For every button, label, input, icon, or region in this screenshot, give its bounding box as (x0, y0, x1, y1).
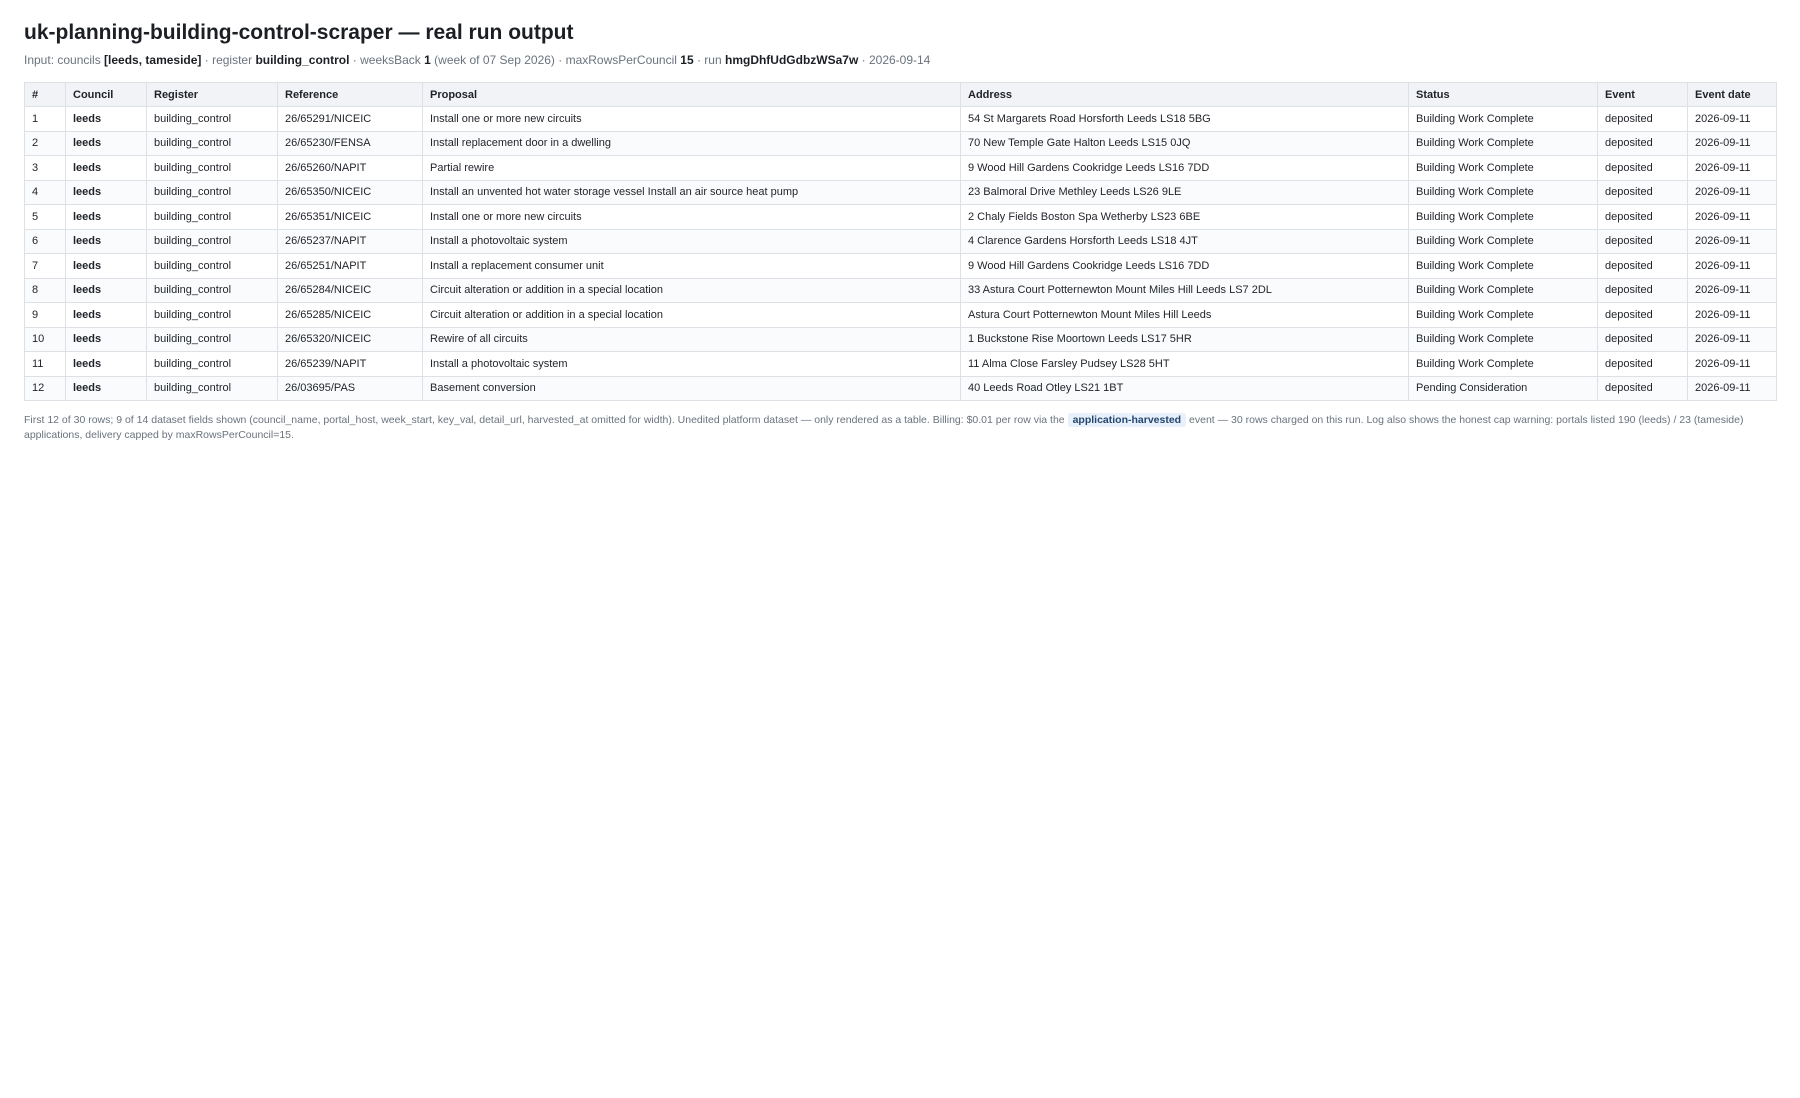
cell-address: 2 Chaly Fields Boston Spa Wetherby LS23 6BE (961, 205, 1409, 230)
run-prefix: · run (693, 53, 725, 67)
cell-event: deposited (1598, 156, 1688, 181)
table-row (25, 229, 1777, 254)
cell-row-number: 2 (25, 131, 66, 156)
table-row (25, 352, 1777, 377)
cell-event-date: 2026-09-11 (1688, 180, 1777, 205)
cell-register: building_control (147, 376, 278, 401)
cell-proposal: Circuit alteration or addition in a special location (423, 303, 961, 328)
page-title: uk-planning-building-control-scraper — real run output (24, 21, 574, 44)
cell-status: Building Work Complete (1409, 303, 1598, 328)
footnote (24, 413, 1776, 443)
cell-proposal: Circuit alteration or addition in a special location (423, 278, 961, 303)
column-header-row-number: # (25, 83, 66, 107)
cell-register: building_control (147, 107, 278, 132)
cell-proposal: Partial rewire (423, 156, 961, 181)
table-row (25, 180, 1777, 205)
cell-status: Building Work Complete (1409, 205, 1598, 230)
table-row (25, 205, 1777, 230)
table-row (25, 107, 1777, 132)
cell-status: Building Work Complete (1409, 229, 1598, 254)
cell-address: 23 Balmoral Drive Methley Leeds LS26 9LE (961, 180, 1409, 205)
cell-event: deposited (1598, 278, 1688, 303)
cell-status: Building Work Complete (1409, 327, 1598, 352)
cell-row-number: 6 (25, 229, 66, 254)
cell-event: deposited (1598, 327, 1688, 352)
cell-row-number: 10 (25, 327, 66, 352)
event-badge: application-harvested (1068, 413, 1187, 427)
cell-row-number: 5 (25, 205, 66, 230)
cell-council: leeds (66, 303, 147, 328)
table-row (25, 131, 1777, 156)
column-header-council: Council (66, 83, 147, 107)
cell-event: deposited (1598, 229, 1688, 254)
table-row (25, 376, 1777, 401)
cell-event-date: 2026-09-11 (1688, 303, 1777, 328)
table-row (25, 254, 1777, 279)
cell-proposal: Rewire of all circuits (423, 327, 961, 352)
cell-reference: 26/65260/NAPIT (278, 156, 423, 181)
cell-register: building_control (147, 156, 278, 181)
run-date: · 2026-09-14 (858, 53, 931, 67)
cell-status: Pending Consideration (1409, 376, 1598, 401)
cell-register: building_control (147, 278, 278, 303)
cell-council: leeds (66, 229, 147, 254)
column-header-address: Address (961, 83, 1409, 107)
cell-reference: 26/65230/FENSA (278, 131, 423, 156)
footnote-text-end: event — 30 rows charged on this run. Log also shows the honest cap warning: portals listed 190 (leeds) / 23 (tameside) applications, delivery capped by maxRowsPerCouncil=15. (24, 414, 1744, 441)
cell-proposal: Install one or more new circuits (423, 205, 961, 230)
table-row (25, 278, 1777, 303)
cell-status: Building Work Complete (1409, 352, 1598, 377)
councils-value: [leeds, tameside] (104, 53, 202, 67)
cell-council: leeds (66, 205, 147, 230)
footnote-text: First 12 of 30 rows; 9 of 14 dataset fields shown (council_name, portal_host, week_start, key_val, detail_url, harvested_at omitted for width). Unedited platform dataset — only rendered as a table. Billing: $0.01 per row via the (24, 414, 1068, 426)
cell-row-number: 8 (25, 278, 66, 303)
cell-row-number: 1 (25, 107, 66, 132)
cell-address: 70 New Temple Gate Halton Leeds LS15 0JQ (961, 131, 1409, 156)
cell-status: Building Work Complete (1409, 254, 1598, 279)
results-table (24, 82, 1777, 401)
column-header-event-date: Event date (1688, 83, 1777, 107)
cell-register: building_control (147, 254, 278, 279)
cell-event-date: 2026-09-11 (1688, 327, 1777, 352)
cell-status: Building Work Complete (1409, 107, 1598, 132)
page (0, 0, 1800, 443)
cell-register: building_control (147, 205, 278, 230)
cell-address: Astura Court Potternewton Mount Miles Hill Leeds (961, 303, 1409, 328)
cell-row-number: 7 (25, 254, 66, 279)
max-rows-value: 15 (680, 53, 694, 67)
cell-event: deposited (1598, 180, 1688, 205)
cell-proposal: Install a photovoltaic system (423, 229, 961, 254)
cell-event-date: 2026-09-11 (1688, 156, 1777, 181)
cell-register: building_control (147, 352, 278, 377)
table-body (25, 107, 1777, 401)
cell-event: deposited (1598, 107, 1688, 132)
cell-council: leeds (66, 352, 147, 377)
cell-status: Building Work Complete (1409, 180, 1598, 205)
cell-event-date: 2026-09-11 (1688, 254, 1777, 279)
cell-address: 4 Clarence Gardens Horsforth Leeds LS18 4JT (961, 229, 1409, 254)
run-id: hmgDhfUdGdbzWSa7w (724, 53, 859, 67)
cell-reference: 26/65251/NAPIT (278, 254, 423, 279)
column-header-status: Status (1409, 83, 1598, 107)
week-of-text: (week of 07 Sep 2026) · maxRowsPerCouncil (430, 53, 681, 67)
cell-event: deposited (1598, 376, 1688, 401)
cell-reference: 26/03695/PAS (278, 376, 423, 401)
cell-event-date: 2026-09-11 (1688, 376, 1777, 401)
cell-row-number: 3 (25, 156, 66, 181)
cell-reference: 26/65285/NICEIC (278, 303, 423, 328)
cell-event-date: 2026-09-11 (1688, 205, 1777, 230)
register-value: building_control (255, 53, 350, 67)
cell-council: leeds (66, 131, 147, 156)
run-summary (24, 52, 1776, 68)
table-row (25, 303, 1777, 328)
councils-prefix: Input: councils (24, 53, 105, 67)
table-header-row (25, 83, 1777, 107)
cell-proposal: Install one or more new circuits (423, 107, 961, 132)
cell-event-date: 2026-09-11 (1688, 229, 1777, 254)
column-header-reference: Reference (278, 83, 423, 107)
cell-address: 11 Alma Close Farsley Pudsey LS28 5HT (961, 352, 1409, 377)
cell-proposal: Install replacement door in a dwelling (423, 131, 961, 156)
cell-register: building_control (147, 229, 278, 254)
column-header-proposal: Proposal (423, 83, 961, 107)
cell-register: building_control (147, 303, 278, 328)
cell-status: Building Work Complete (1409, 131, 1598, 156)
cell-row-number: 11 (25, 352, 66, 377)
cell-address: 9 Wood Hill Gardens Cookridge Leeds LS16 7DD (961, 156, 1409, 181)
cell-council: leeds (66, 180, 147, 205)
cell-event-date: 2026-09-11 (1688, 278, 1777, 303)
table-row (25, 327, 1777, 352)
cell-status: Building Work Complete (1409, 278, 1598, 303)
cell-proposal: Install a replacement consumer unit (423, 254, 961, 279)
cell-reference: 26/65291/NICEIC (278, 107, 423, 132)
cell-address: 33 Astura Court Potternewton Mount Miles Hill Leeds LS7 2DL (961, 278, 1409, 303)
weeks-prefix: · weeksBack (349, 53, 425, 67)
cell-status: Building Work Complete (1409, 156, 1598, 181)
register-prefix: · register (201, 53, 256, 67)
cell-council: leeds (66, 278, 147, 303)
cell-event: deposited (1598, 254, 1688, 279)
cell-event: deposited (1598, 205, 1688, 230)
cell-reference: 26/65284/NICEIC (278, 278, 423, 303)
cell-event-date: 2026-09-11 (1688, 352, 1777, 377)
cell-proposal: Basement conversion (423, 376, 961, 401)
cell-address: 54 St Margarets Road Horsforth Leeds LS18 5BG (961, 107, 1409, 132)
cell-event: deposited (1598, 303, 1688, 328)
cell-register: building_control (147, 131, 278, 156)
cell-address: 9 Wood Hill Gardens Cookridge Leeds LS16 7DD (961, 254, 1409, 279)
cell-reference: 26/65237/NAPIT (278, 229, 423, 254)
cell-council: leeds (66, 254, 147, 279)
cell-event-date: 2026-09-11 (1688, 131, 1777, 156)
cell-register: building_control (147, 327, 278, 352)
cell-reference: 26/65239/NAPIT (278, 352, 423, 377)
column-header-event: Event (1598, 83, 1688, 107)
cell-proposal: Install an unvented hot water storage vessel Install an air source heat pump (423, 180, 961, 205)
cell-register: building_control (147, 180, 278, 205)
cell-council: leeds (66, 327, 147, 352)
cell-reference: 26/65320/NICEIC (278, 327, 423, 352)
cell-reference: 26/65350/NICEIC (278, 180, 423, 205)
cell-reference: 26/65351/NICEIC (278, 205, 423, 230)
cell-row-number: 9 (25, 303, 66, 328)
cell-council: leeds (66, 376, 147, 401)
cell-event: deposited (1598, 352, 1688, 377)
cell-row-number: 12 (25, 376, 66, 401)
column-header-register: Register (147, 83, 278, 107)
cell-address: 1 Buckstone Rise Moortown Leeds LS17 5HR (961, 327, 1409, 352)
cell-event: deposited (1598, 131, 1688, 156)
cell-row-number: 4 (25, 180, 66, 205)
cell-council: leeds (66, 156, 147, 181)
table-row (25, 156, 1777, 181)
cell-proposal: Install a photovoltaic system (423, 352, 961, 377)
cell-event-date: 2026-09-11 (1688, 107, 1777, 132)
cell-address: 40 Leeds Road Otley LS21 1BT (961, 376, 1409, 401)
weeks-value: 1 (424, 53, 431, 67)
cell-council: leeds (66, 107, 147, 132)
